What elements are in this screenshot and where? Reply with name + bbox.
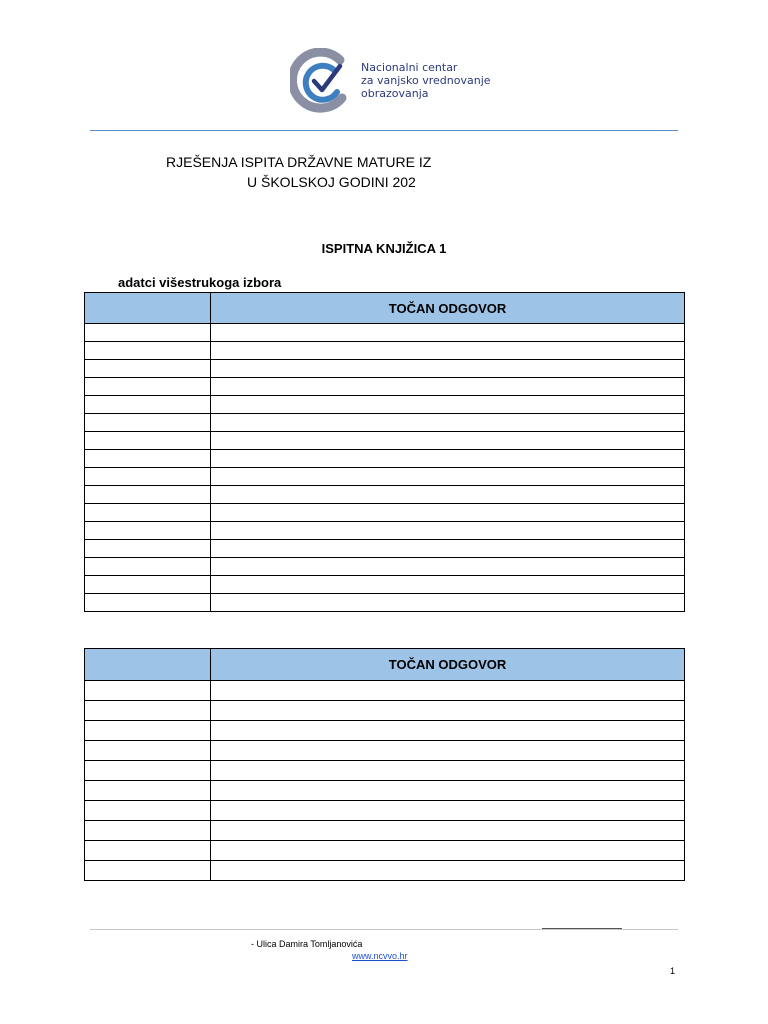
table-row bbox=[85, 504, 685, 522]
task-number-cell bbox=[85, 801, 211, 821]
answer-cell bbox=[211, 701, 685, 721]
answer-cell bbox=[211, 324, 685, 342]
table-row bbox=[85, 558, 685, 576]
task-number-cell bbox=[85, 342, 211, 360]
table-row bbox=[85, 781, 685, 801]
task-number-cell bbox=[85, 576, 211, 594]
answer-cell bbox=[211, 681, 685, 701]
table-row bbox=[85, 681, 685, 701]
task-number-cell bbox=[85, 378, 211, 396]
answer-cell bbox=[211, 360, 685, 378]
task-number-cell bbox=[85, 360, 211, 378]
header-cell-answer: TOČAN ODGOVOR bbox=[211, 293, 685, 324]
task-number-cell bbox=[85, 504, 211, 522]
table-row bbox=[85, 761, 685, 781]
answer-cell bbox=[211, 576, 685, 594]
table-header-row bbox=[85, 293, 685, 324]
table-row bbox=[85, 861, 685, 881]
table-row bbox=[85, 486, 685, 504]
answer-cell bbox=[211, 342, 685, 360]
task-number-cell bbox=[85, 841, 211, 861]
answer-cell bbox=[211, 450, 685, 468]
table-row bbox=[85, 396, 685, 414]
table-row bbox=[85, 701, 685, 721]
answer-cell bbox=[211, 558, 685, 576]
header-cell-task bbox=[85, 649, 211, 681]
table-row bbox=[85, 414, 685, 432]
answer-cell bbox=[211, 504, 685, 522]
answer-table-1 bbox=[84, 292, 685, 612]
answer-cell bbox=[211, 741, 685, 761]
task-number-cell bbox=[85, 681, 211, 701]
table-row bbox=[85, 522, 685, 540]
footer-divider bbox=[90, 929, 678, 930]
task-number-cell bbox=[85, 741, 211, 761]
answer-cell bbox=[211, 486, 685, 504]
document-title-line-1: RJEŠENJA ISPITA DRŽAVNE MATURE IZ bbox=[166, 154, 432, 170]
answer-cell bbox=[211, 594, 685, 612]
task-number-cell bbox=[85, 324, 211, 342]
task-number-cell bbox=[85, 468, 211, 486]
task-number-cell bbox=[85, 432, 211, 450]
task-number-cell bbox=[85, 594, 211, 612]
task-number-cell bbox=[85, 414, 211, 432]
booklet-title: ISPITNA KNJIŽICA 1 bbox=[321, 241, 447, 256]
answer-cell bbox=[211, 781, 685, 801]
task-number-cell bbox=[85, 558, 211, 576]
task-number-cell bbox=[85, 486, 211, 504]
table-row bbox=[85, 324, 685, 342]
table-row bbox=[85, 450, 685, 468]
table-row bbox=[85, 432, 685, 450]
table-row bbox=[85, 576, 685, 594]
table-row bbox=[85, 360, 685, 378]
answer-cell bbox=[211, 761, 685, 781]
logo-line-3: obrazovanja bbox=[361, 87, 429, 100]
task-number-cell bbox=[85, 540, 211, 558]
footer-address: - Ulica Damira Tomljanovića bbox=[251, 939, 363, 949]
page-number: 1 bbox=[670, 966, 676, 976]
table-row bbox=[85, 342, 685, 360]
ncvvo-checkmark-logo-icon bbox=[290, 48, 356, 114]
logo-wordmark bbox=[361, 61, 491, 100]
table-row bbox=[85, 594, 685, 612]
header-cell-answer: TOČAN ODGOVOR bbox=[211, 649, 685, 681]
answer-cell bbox=[211, 522, 685, 540]
answer-cell bbox=[211, 378, 685, 396]
logo-line-1: Nacionalni centar bbox=[361, 61, 458, 74]
table-row bbox=[85, 801, 685, 821]
answer-cell bbox=[211, 432, 685, 450]
table-header-row bbox=[85, 649, 685, 681]
table-row bbox=[85, 821, 685, 841]
ncvvo-logo bbox=[290, 48, 490, 114]
task-number-cell bbox=[85, 761, 211, 781]
document-title bbox=[166, 152, 431, 192]
footer-divider-accent bbox=[542, 928, 622, 929]
task-number-cell bbox=[85, 522, 211, 540]
logo-line-2: za vanjsko vrednovanje bbox=[361, 74, 491, 87]
task-number-cell bbox=[85, 821, 211, 841]
task-number-cell bbox=[85, 781, 211, 801]
answer-cell bbox=[211, 540, 685, 558]
header-divider bbox=[90, 130, 678, 131]
table-row bbox=[85, 540, 685, 558]
table-row bbox=[85, 378, 685, 396]
answer-cell bbox=[211, 414, 685, 432]
table-row bbox=[85, 841, 685, 861]
answer-cell bbox=[211, 821, 685, 841]
footer-website-link[interactable]: www.ncvvo.hr bbox=[352, 951, 408, 961]
answer-cell bbox=[211, 396, 685, 414]
task-number-cell bbox=[85, 701, 211, 721]
document-title-line-2: U ŠKOLSKOJ GODINI 202 bbox=[247, 174, 416, 190]
task-number-cell bbox=[85, 721, 211, 741]
answer-table-2 bbox=[84, 648, 685, 881]
table-row bbox=[85, 741, 685, 761]
table-row bbox=[85, 721, 685, 741]
answer-cell bbox=[211, 721, 685, 741]
task-number-cell bbox=[85, 450, 211, 468]
section-label: adatci višestrukoga izbora bbox=[118, 275, 282, 290]
table-row bbox=[85, 468, 685, 486]
answer-cell bbox=[211, 801, 685, 821]
header-cell-task bbox=[85, 293, 211, 324]
answer-cell bbox=[211, 861, 685, 881]
task-number-cell bbox=[85, 396, 211, 414]
answer-cell bbox=[211, 841, 685, 861]
task-number-cell bbox=[85, 861, 211, 881]
answer-cell bbox=[211, 468, 685, 486]
